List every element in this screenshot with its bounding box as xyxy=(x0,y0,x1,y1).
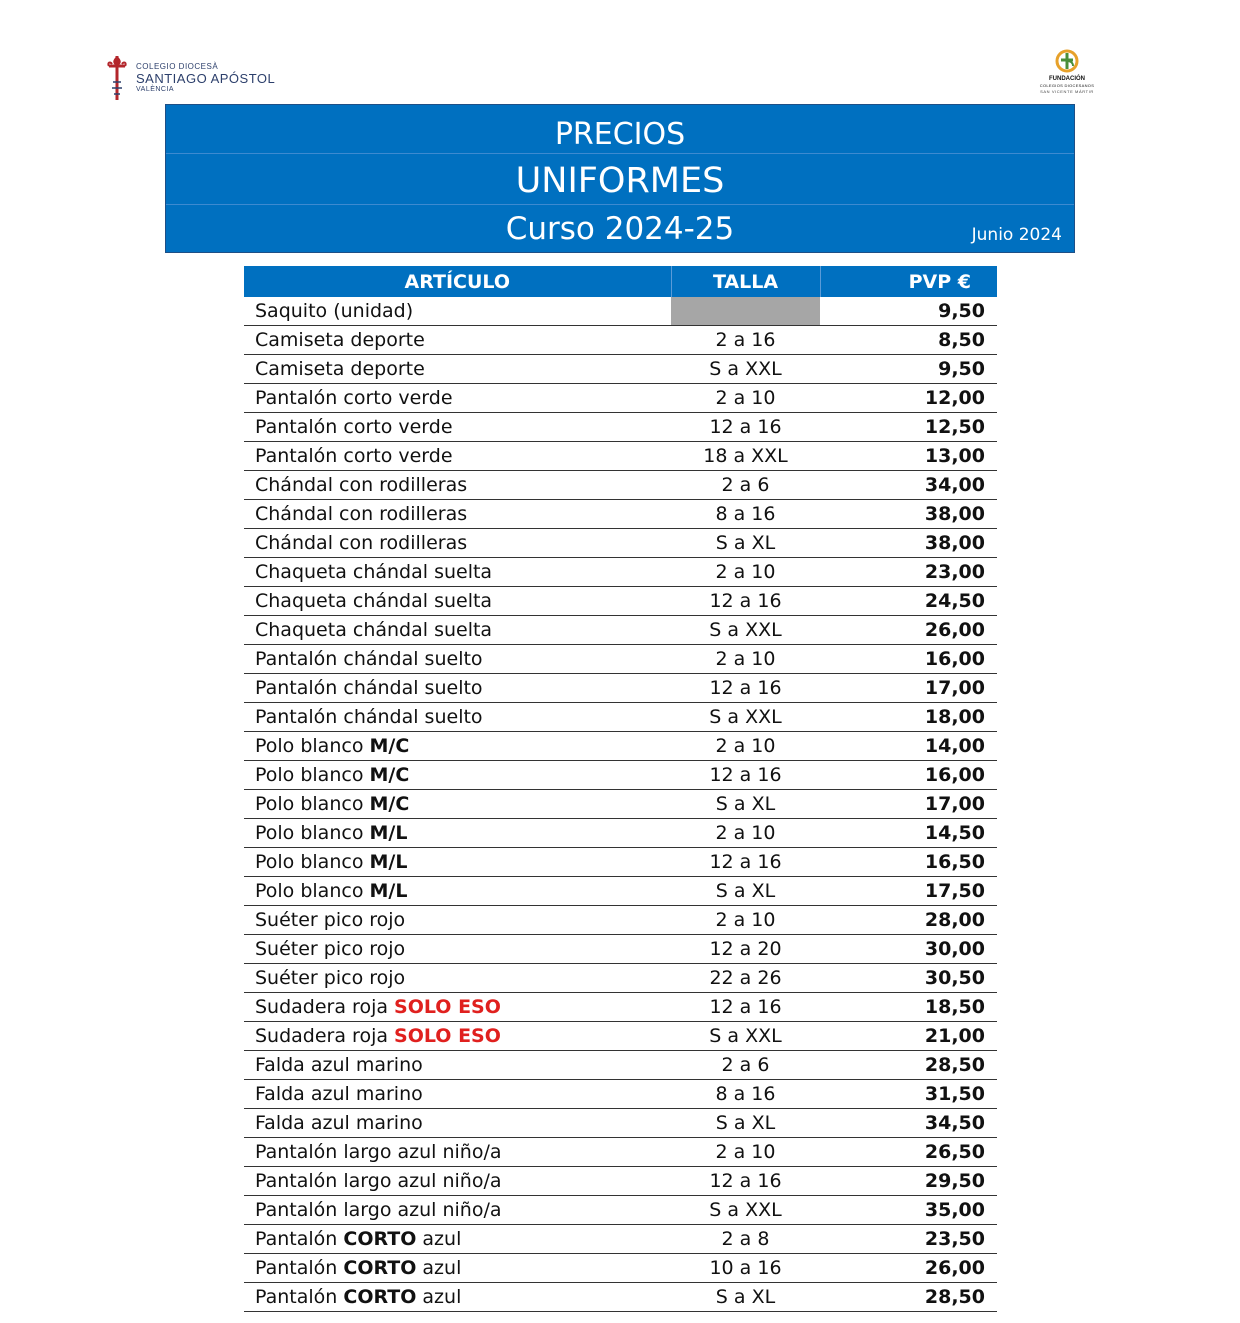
articulo-suffix: azul xyxy=(416,1257,462,1279)
cell-talla: S a XL xyxy=(671,1109,820,1138)
table-row xyxy=(244,790,997,819)
cell-pvp: 34,00 xyxy=(820,471,997,500)
articulo-text: Suéter pico rojo xyxy=(255,967,406,989)
cell-articulo xyxy=(244,819,671,848)
articulo-text: Pantalón xyxy=(255,1286,344,1308)
cell-pvp: 38,00 xyxy=(820,529,997,558)
table-row xyxy=(244,1196,997,1225)
table-row xyxy=(244,616,997,645)
articulo-text: Sudadera roja xyxy=(255,996,395,1018)
cell-talla: 12 a 20 xyxy=(671,935,820,964)
cell-pvp: 12,50 xyxy=(820,413,997,442)
banner-title-uniformes: UNIFORMES xyxy=(515,161,725,201)
cell-articulo xyxy=(244,1109,671,1138)
cell-talla: 8 a 16 xyxy=(671,500,820,529)
cell-talla: 2 a 10 xyxy=(671,1138,820,1167)
table-header-row xyxy=(244,266,997,297)
school-logo xyxy=(104,54,275,102)
cell-articulo xyxy=(244,674,671,703)
table-row xyxy=(244,993,997,1022)
cell-pvp: 26,00 xyxy=(820,616,997,645)
cell-articulo xyxy=(244,1080,671,1109)
articulo-text: Chándal con rodilleras xyxy=(255,474,468,496)
cell-pvp: 17,00 xyxy=(820,674,997,703)
cell-articulo xyxy=(244,326,671,355)
articulo-emphasis: M/L xyxy=(369,880,408,902)
table-row xyxy=(244,819,997,848)
cell-talla: S a XL xyxy=(671,790,820,819)
header-talla: TALLA xyxy=(671,266,820,297)
articulo-text: Chaqueta chándal suelta xyxy=(255,590,493,612)
cell-talla: 12 a 16 xyxy=(671,993,820,1022)
articulo-text: Pantalón xyxy=(255,1257,344,1279)
header-pvp: PVP € xyxy=(820,266,997,297)
table-row xyxy=(244,732,997,761)
articulo-emphasis: M/C xyxy=(369,793,410,815)
cell-talla xyxy=(671,297,820,326)
articulo-suffix: azul xyxy=(416,1228,462,1250)
articulo-text: Pantalón chándal suelto xyxy=(255,677,483,699)
table-row xyxy=(244,674,997,703)
cell-pvp: 14,00 xyxy=(820,732,997,761)
cell-articulo xyxy=(244,471,671,500)
articulo-text: Pantalón xyxy=(255,1228,344,1250)
table-row xyxy=(244,1080,997,1109)
cell-pvp: 17,00 xyxy=(820,790,997,819)
cell-pvp: 28,00 xyxy=(820,906,997,935)
table-row xyxy=(244,1022,997,1051)
cell-articulo xyxy=(244,442,671,471)
table-row xyxy=(244,413,997,442)
title-banner xyxy=(165,104,1075,253)
cell-talla: 10 a 16 xyxy=(671,1254,820,1283)
foundation-emblem-icon xyxy=(1054,48,1080,74)
cell-articulo xyxy=(244,587,671,616)
cell-articulo xyxy=(244,558,671,587)
cell-pvp: 9,50 xyxy=(820,297,997,326)
cell-articulo xyxy=(244,1167,671,1196)
table-row xyxy=(244,297,997,326)
cell-talla: 22 a 26 xyxy=(671,964,820,993)
cell-pvp: 18,50 xyxy=(820,993,997,1022)
cell-pvp: 23,50 xyxy=(820,1225,997,1254)
cell-pvp: 28,50 xyxy=(820,1051,997,1080)
table-row xyxy=(244,1283,997,1312)
cell-talla: 2 a 6 xyxy=(671,1051,820,1080)
school-logo-line1: COLEGIO DIOCESÀ xyxy=(136,62,219,71)
cell-talla: 2 a 10 xyxy=(671,384,820,413)
banner-divider xyxy=(166,153,1074,154)
articulo-text: Pantalón largo azul niño/a xyxy=(255,1199,502,1221)
table-row xyxy=(244,645,997,674)
cell-pvp: 30,50 xyxy=(820,964,997,993)
cell-articulo xyxy=(244,529,671,558)
articulo-text: Chándal con rodilleras xyxy=(255,503,468,525)
articulo-text: Chándal con rodilleras xyxy=(255,532,468,554)
cell-talla: 12 a 16 xyxy=(671,1167,820,1196)
cell-talla: 12 a 16 xyxy=(671,587,820,616)
cell-articulo xyxy=(244,877,671,906)
cell-articulo xyxy=(244,1051,671,1080)
articulo-text: Camiseta deporte xyxy=(255,329,425,351)
cell-articulo xyxy=(244,906,671,935)
table-row xyxy=(244,529,997,558)
school-logo-line2: SANTIAGO APÓSTOL xyxy=(136,71,276,86)
cell-talla: 8 a 16 xyxy=(671,1080,820,1109)
table-row xyxy=(244,587,997,616)
articulo-emphasis: M/C xyxy=(369,764,410,786)
cell-talla: 2 a 10 xyxy=(671,645,820,674)
cell-pvp: 24,50 xyxy=(820,587,997,616)
cell-talla: S a XL xyxy=(671,1283,820,1312)
cell-pvp: 23,00 xyxy=(820,558,997,587)
cell-pvp: 28,50 xyxy=(820,1283,997,1312)
table-row xyxy=(244,1138,997,1167)
cell-pvp: 35,00 xyxy=(820,1196,997,1225)
table-row xyxy=(244,761,997,790)
table-row xyxy=(244,1225,997,1254)
banner-title-curso: Curso 2024-25 xyxy=(505,211,735,247)
table-row xyxy=(244,326,997,355)
header-articulo: ARTÍCULO xyxy=(244,266,671,297)
cell-pvp: 12,00 xyxy=(820,384,997,413)
articulo-text: Falda azul marino xyxy=(255,1083,423,1105)
cell-pvp: 29,50 xyxy=(820,1167,997,1196)
cell-pvp: 31,50 xyxy=(820,1080,997,1109)
articulo-text: Polo blanco xyxy=(255,880,370,902)
articulo-text: Pantalón chándal suelto xyxy=(255,648,483,670)
articulo-note-red: SOLO ESO xyxy=(394,996,501,1018)
articulo-note-red: SOLO ESO xyxy=(394,1025,501,1047)
cell-talla: 2 a 10 xyxy=(671,558,820,587)
cell-articulo xyxy=(244,355,671,384)
cell-pvp: 8,50 xyxy=(820,326,997,355)
articulo-text: Pantalón corto verde xyxy=(255,387,453,409)
table-row xyxy=(244,558,997,587)
cell-articulo xyxy=(244,732,671,761)
table-row xyxy=(244,935,997,964)
table-row xyxy=(244,703,997,732)
school-logo-line3: VALÈNCIA xyxy=(136,86,175,93)
cell-articulo xyxy=(244,1254,671,1283)
price-table xyxy=(244,266,997,1312)
cell-talla: 12 a 16 xyxy=(671,674,820,703)
articulo-emphasis: M/C xyxy=(369,735,410,757)
cell-talla: 12 a 16 xyxy=(671,848,820,877)
cell-talla: 2 a 6 xyxy=(671,471,820,500)
table-row xyxy=(244,1051,997,1080)
banner-title-precios: PRECIOS xyxy=(554,117,686,152)
articulo-emphasis: CORTO xyxy=(343,1286,417,1308)
articulo-text: Polo blanco xyxy=(255,822,370,844)
cell-pvp: 26,00 xyxy=(820,1254,997,1283)
articulo-text: Pantalón corto verde xyxy=(255,445,453,467)
cell-articulo xyxy=(244,645,671,674)
cell-pvp: 16,50 xyxy=(820,848,997,877)
cell-talla: 2 a 16 xyxy=(671,326,820,355)
cell-articulo xyxy=(244,1022,671,1051)
table-row xyxy=(244,471,997,500)
cell-articulo xyxy=(244,413,671,442)
table-row xyxy=(244,500,997,529)
articulo-text: Suéter pico rojo xyxy=(255,909,406,931)
articulo-text: Pantalón chándal suelto xyxy=(255,706,483,728)
cell-pvp: 38,00 xyxy=(820,500,997,529)
cell-pvp: 30,00 xyxy=(820,935,997,964)
articulo-emphasis: CORTO xyxy=(343,1257,417,1279)
cell-articulo xyxy=(244,1196,671,1225)
cell-pvp: 18,00 xyxy=(820,703,997,732)
articulo-text: Pantalón largo azul niño/a xyxy=(255,1141,502,1163)
cell-pvp: 17,50 xyxy=(820,877,997,906)
cell-talla: S a XL xyxy=(671,877,820,906)
articulo-text: Falda azul marino xyxy=(255,1112,423,1134)
cell-talla: 12 a 16 xyxy=(671,761,820,790)
cell-talla: S a XXL xyxy=(671,703,820,732)
table-row xyxy=(244,442,997,471)
cell-articulo xyxy=(244,964,671,993)
cell-pvp: 13,00 xyxy=(820,442,997,471)
articulo-emphasis: CORTO xyxy=(343,1228,417,1250)
cell-talla: 18 a XXL xyxy=(671,442,820,471)
cell-talla: 2 a 10 xyxy=(671,819,820,848)
articulo-text: Camiseta deporte xyxy=(255,358,425,380)
table-row xyxy=(244,877,997,906)
foundation-logo-line3: SAN VICENTE MÁRTIR xyxy=(1040,89,1094,94)
cell-articulo xyxy=(244,1225,671,1254)
cell-articulo xyxy=(244,384,671,413)
cell-talla: 12 a 16 xyxy=(671,413,820,442)
cell-articulo xyxy=(244,848,671,877)
articulo-text: Sudadera roja xyxy=(255,1025,395,1047)
table-row xyxy=(244,1167,997,1196)
cell-pvp: 34,50 xyxy=(820,1109,997,1138)
cell-talla: S a XL xyxy=(671,529,820,558)
cell-articulo xyxy=(244,993,671,1022)
articulo-text: Polo blanco xyxy=(255,764,370,786)
articulo-text: Pantalón largo azul niño/a xyxy=(255,1170,502,1192)
foundation-logo-line1: FUNDACIÓN xyxy=(1049,76,1085,82)
cell-articulo xyxy=(244,790,671,819)
cell-articulo xyxy=(244,1283,671,1312)
articulo-text: Polo blanco xyxy=(255,735,370,757)
cell-talla: 2 a 10 xyxy=(671,906,820,935)
cell-talla: S a XXL xyxy=(671,616,820,645)
articulo-text: Saquito (unidad) xyxy=(255,300,414,322)
cell-pvp: 9,50 xyxy=(820,355,997,384)
cell-pvp: 16,00 xyxy=(820,645,997,674)
articulo-emphasis: M/L xyxy=(369,822,408,844)
foundation-logo xyxy=(1030,48,1104,94)
cell-articulo xyxy=(244,297,671,326)
table-row xyxy=(244,848,997,877)
articulo-emphasis: M/L xyxy=(369,851,408,873)
santiago-cross-icon xyxy=(104,54,130,102)
cell-talla: 2 a 8 xyxy=(671,1225,820,1254)
cell-talla: S a XXL xyxy=(671,1022,820,1051)
cell-talla: S a XXL xyxy=(671,1196,820,1225)
cell-articulo xyxy=(244,935,671,964)
articulo-text: Pantalón corto verde xyxy=(255,416,453,438)
table-row xyxy=(244,906,997,935)
table-row xyxy=(244,384,997,413)
cell-articulo xyxy=(244,703,671,732)
cell-pvp: 21,00 xyxy=(820,1022,997,1051)
cell-pvp: 14,50 xyxy=(820,819,997,848)
articulo-text: Polo blanco xyxy=(255,793,370,815)
cell-articulo xyxy=(244,616,671,645)
cell-articulo xyxy=(244,1138,671,1167)
table-row xyxy=(244,964,997,993)
articulo-text: Chaqueta chándal suelta xyxy=(255,619,493,641)
cell-talla: S a XXL xyxy=(671,355,820,384)
table-row xyxy=(244,1109,997,1138)
banner-date: Junio 2024 xyxy=(971,225,1062,245)
articulo-suffix: azul xyxy=(416,1286,462,1308)
cell-articulo xyxy=(244,761,671,790)
table-row xyxy=(244,355,997,384)
banner-divider xyxy=(166,204,1074,205)
articulo-text: Chaqueta chándal suelta xyxy=(255,561,493,583)
cell-articulo xyxy=(244,500,671,529)
table-row xyxy=(244,1254,997,1283)
cell-pvp: 26,50 xyxy=(820,1138,997,1167)
cell-pvp: 16,00 xyxy=(820,761,997,790)
foundation-logo-line2: COLEGIOS DIOCESANOS xyxy=(1039,83,1095,88)
cell-talla: 2 a 10 xyxy=(671,732,820,761)
articulo-text: Suéter pico rojo xyxy=(255,938,406,960)
articulo-text: Polo blanco xyxy=(255,851,370,873)
articulo-text: Falda azul marino xyxy=(255,1054,423,1076)
